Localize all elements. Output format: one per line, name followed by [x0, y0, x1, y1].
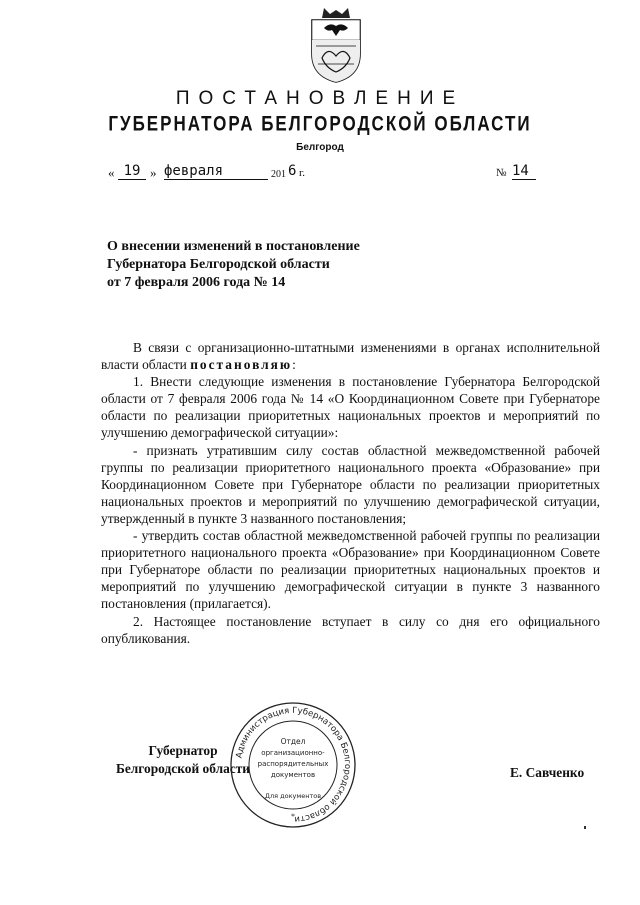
scan-speck — [584, 826, 586, 829]
stamp-star-icon: * — [291, 812, 295, 821]
resolve-word: постановляю — [190, 357, 293, 373]
document-number: 14 — [512, 163, 536, 180]
paragraph-item-1: 1. Внести следующие изменения в постановление Губернатора Белгородской области от 7 февраля 2006 года № 14 «О Координационном Совете при Губернаторе области по реализации приоритетных национальных проектов и мероприятий по улучшению демографической ситуации»: — [101, 374, 600, 441]
paragraph-item-2: 2. Настоящее постановление вступает в силу со дня его официального опубликования. — [101, 613, 600, 646]
stamp-inner-line-2: организационно- — [261, 749, 325, 757]
stamp-outer-text: Администрация Губернатора Белгородской области — [234, 705, 353, 825]
date-month: февраля — [164, 163, 268, 180]
document-subject — [107, 238, 360, 292]
document-type-title: ПОСТАНОВЛЕНИЕ — [175, 88, 465, 109]
paragraph-bullet-1: - признать утратившим силу состав областной межведомственной рабочей группы по реализации приоритетного национального проекта «Образование» при Координационном Совете при Губернаторе области по реализации приоритетных национальных проектов и мероприятий по улучшению демографической ситуации, утвержденный в пункте 3 названного постановления; — [101, 442, 600, 526]
preamble-colon: : — [292, 357, 296, 373]
close-quote: » — [150, 165, 157, 180]
stamp-inner-line-1: Отдел — [280, 737, 306, 746]
issuer-title: ГУБЕРНАТОРА БЕЛГОРОДСКОЙ ОБЛАСТИ — [108, 111, 532, 136]
city-label: Белгород — [296, 142, 344, 153]
subject-line-1: О внесении изменений в постановление — [107, 239, 360, 254]
coat-of-arms-emblem — [306, 6, 366, 84]
date-year-end: г. — [299, 167, 306, 179]
open-quote: « — [108, 165, 115, 180]
stamp-inner-line-4: документов — [270, 771, 316, 779]
stamp-inner-line-3: распорядительных — [257, 760, 329, 768]
preamble-text: В связи с организационно-штатными изменениями в органах исполнительной власти области — [101, 340, 600, 373]
stamp-bottom-text: Для документов — [264, 792, 322, 800]
number-label: № — [496, 167, 507, 179]
signatory-name: Е. Савченко — [510, 765, 585, 780]
paragraph-bullet-2: - утвердить состав областной межведомственной рабочей группы по реализации приоритетного национального проекта «Образование» при Координационном Совете при Губернаторе области по реализации приоритетных национальных проектов и мероприятий по улучшению демографической ситуации в пункте 3 названного постановления (прилагается). — [101, 528, 600, 612]
subject-line-3: от 7 февраля 2006 года № 14 — [107, 275, 286, 290]
date-day: 19 — [118, 163, 146, 180]
position-line-2: Белгородской области — [115, 761, 251, 776]
document-body — [101, 339, 600, 647]
date-year-suffix: 6 — [288, 163, 297, 179]
date-year-prefix: 201 — [271, 169, 286, 180]
position-line-1: Губернатор — [148, 743, 218, 758]
date-line — [108, 163, 538, 183]
paragraph-preamble — [101, 339, 600, 373]
official-stamp — [228, 700, 358, 830]
subject-line-2: Губернатора Белгородской области — [107, 257, 330, 272]
